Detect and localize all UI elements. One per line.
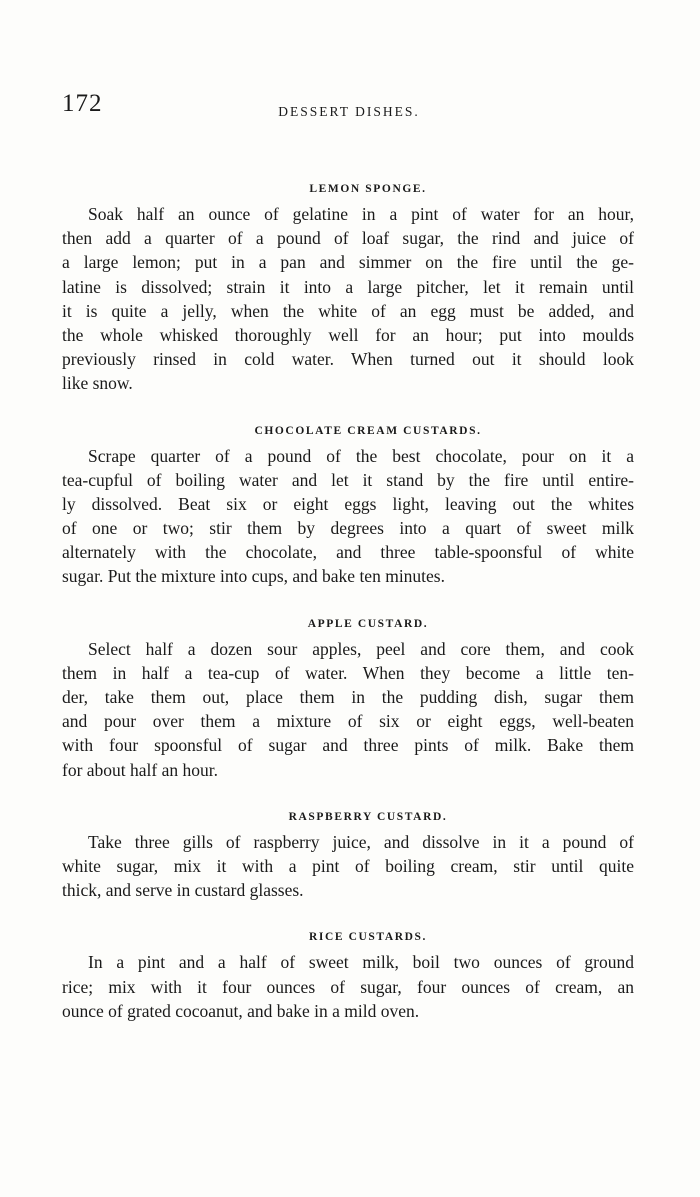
text-line: the whole whisked thoroughly well for an hour; put into moulds (62, 324, 634, 345)
text-line: a large lemon; put in a pan and simmer on the fire until the ge- (62, 252, 634, 273)
text-line: thick, and serve in custard glasses. (62, 880, 304, 901)
recipe-rice-custards (62, 924, 634, 1023)
recipe-title: LEMON SPONGE. (309, 183, 427, 195)
recipe-body (62, 202, 634, 396)
text-line: white sugar, mix it with a pint of boiling cream, stir until quite (62, 855, 634, 876)
text-line: latine is dissolved; strain it into a large pitcher, let it remain until (62, 276, 634, 297)
text-line: In a pint and a half of sweet milk, boil two ounces of ground (88, 952, 634, 973)
recipe-apple-custard (62, 611, 634, 804)
page-content (62, 176, 634, 1023)
text-line: with four spoonsful of sugar and three pints of milk. Bake them (62, 735, 634, 756)
text-line: Soak half an ounce of gelatine in a pint of water for an hour, (88, 204, 634, 224)
recipe-raspberry-custard (62, 804, 634, 925)
text-line: Take three gills of raspberry juice, and dissolve in it a pound of (88, 831, 634, 852)
recipe-lemon-sponge (62, 176, 634, 418)
text-line: for about half an hour. (62, 759, 218, 780)
text-line: then add a quarter of a pound of loaf sugar, the rind and juice of (62, 228, 634, 249)
text-line: ly dissolved. Beat six or eight eggs light, leaving out the whites (62, 493, 634, 514)
text-line: them in half a tea-cup of water. When they become a little ten- (62, 662, 634, 683)
text-line: sugar. Put the mixture into cups, and bake ten minutes. (62, 566, 445, 587)
text-line: like snow. (62, 373, 133, 394)
recipe-title: APPLE CUSTARD. (307, 617, 429, 630)
page-number: 172 (62, 90, 103, 117)
text-line: ounce of grated cocoanut, and bake in a mild oven. (62, 1000, 420, 1021)
recipe-title: RASPBERRY CUSTARD. (288, 810, 448, 823)
recipe-body (62, 830, 634, 903)
recipe-title: RICE CUSTARDS. (308, 931, 428, 944)
recipe-title: CHOCOLATE CREAM CUSTARDS. (254, 424, 482, 437)
text-line: Select half a dozen sour apples, peel and core them, and cook (88, 638, 634, 659)
text-line: of one or two; stir them by degrees into a quart of sweet milk (62, 518, 634, 539)
running-head: DESSERT DISHES. (278, 104, 420, 119)
recipe-body (62, 637, 634, 782)
page-header (62, 90, 636, 126)
text-line: it is quite a jelly, when the white of an egg must be added, and (62, 300, 634, 321)
text-line: and pour over them a mixture of six or eight eggs, well-beaten (62, 711, 634, 732)
text-line: der, take them out, place them in the pudding dish, sugar them (62, 687, 634, 707)
recipe-body (62, 444, 634, 589)
recipe-body (62, 950, 634, 1023)
text-line: alternately with the chocolate, and three table-spoonsful of white (62, 542, 634, 563)
text-line: previously rinsed in cold water. When turned out it should look (62, 349, 634, 370)
recipe-chocolate-cream-custards (62, 418, 634, 611)
text-line: rice; mix with it four ounces of sugar, four ounces of cream, an (62, 976, 634, 997)
text-line: tea-cupful of boiling water and let it stand by the fire until entire- (62, 469, 634, 490)
text-line: Scrape quarter of a pound of the best chocolate, pour on it a (88, 445, 634, 466)
